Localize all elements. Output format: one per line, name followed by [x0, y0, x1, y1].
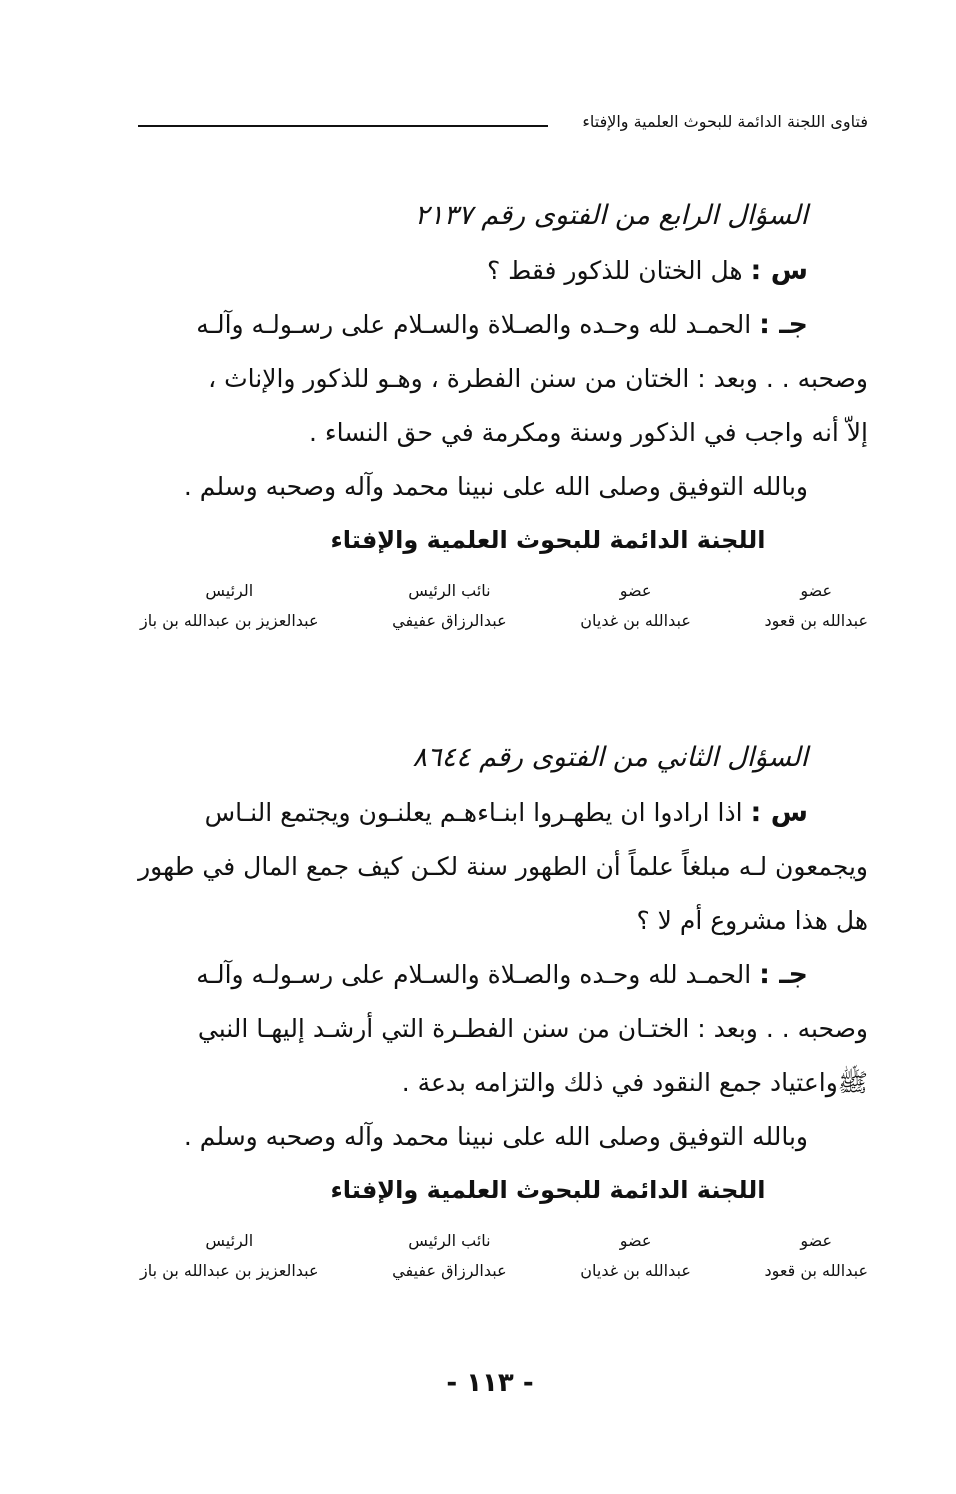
- question-line: هل الختان للذكور فقط ؟: [486, 256, 743, 285]
- signature-name: عبدالرزاق عفيفي: [392, 1261, 507, 1280]
- answer-marker: جـ :: [759, 959, 808, 990]
- fatwa-section-1: [128, 196, 868, 636]
- signature-vice-president: [392, 1226, 507, 1286]
- question-title: السؤال الرابع من الفتوى رقم ٢١٣٧: [414, 200, 808, 231]
- signature-block: [128, 576, 868, 636]
- signature-member-2: [580, 1226, 691, 1286]
- signature-name: عبدالله بن غديان: [580, 611, 691, 630]
- page-number: - ١١٣ -: [446, 1368, 534, 1398]
- question-line: هل هذا مشروع أم لا ؟: [636, 906, 868, 935]
- question-marker: س :: [750, 255, 808, 286]
- answer-paragraph: [128, 948, 808, 1002]
- signature-role: عضو: [619, 581, 652, 600]
- signature-role: عضو: [619, 1231, 652, 1250]
- signature-president: [140, 1226, 319, 1286]
- running-header: فتاوى اللجنة الدائمة للبحوث العلمية والإفتاء: [582, 112, 868, 131]
- signature-role: عضو: [800, 1231, 833, 1250]
- question-line: اذا ارادوا ان يطهـروا ابنـاءهـم يعلنـون ويجتمع النـاس: [204, 798, 743, 827]
- closing-line: وبالله التوفيق وصلى الله على نبينا محمد وآله وصحبه وسلم .: [183, 472, 808, 501]
- question-paragraph: [128, 244, 808, 298]
- header-rule: [138, 125, 548, 127]
- signature-role: نائب الرئيس: [408, 1231, 491, 1250]
- committee-name: اللجنة الدائمة للبحوث العلمية والإفتاء: [330, 526, 766, 554]
- signature-member-1: [764, 576, 868, 636]
- signature-role: نائب الرئيس: [408, 581, 491, 600]
- answer-paragraph: [128, 298, 808, 352]
- question-line: ويجمعون لـه مبلغاً علماً أن الطهور سنة لكـن كيف جمع المال في طهور: [138, 852, 868, 881]
- signature-role: عضو: [800, 581, 833, 600]
- answer-line: الحمـد لله وحـده والصـلاة والسـلام على رسـولـه وآلـه: [196, 960, 752, 989]
- signature-block: [128, 1226, 868, 1286]
- signature-role: الرئيس: [205, 581, 254, 600]
- signature-name: عبدالعزيز بن عبدالله بن باز: [140, 611, 319, 630]
- signature-name: عبدالله بن غديان: [580, 1261, 691, 1280]
- answer-line: إلاّ أنه واجب في الذكور وسنة ومكرمة في حق النساء .: [308, 418, 868, 447]
- answer-line: ﷺواعتياد جمع النقود في ذلك والتزامه بدعة .: [401, 1068, 868, 1097]
- answer-line: وصحبه . . وبعد : الختان من سنن الفطرة ، وهـو للذكور والإناث ،: [208, 364, 868, 393]
- question-marker: س :: [750, 797, 808, 828]
- signature-vice-president: [392, 576, 507, 636]
- answer-marker: جـ :: [759, 309, 808, 340]
- signature-name: عبدالرزاق عفيفي: [392, 611, 507, 630]
- question-title: السؤال الثاني من الفتوى رقم ٨٦٤٤: [412, 742, 808, 773]
- answer-line: وصحبه . . وبعد : الختـان من سنن الفطـرة التي أرشـد إليهـا النبي: [197, 1014, 868, 1043]
- signature-member-2: [580, 576, 691, 636]
- signature-name: عبدالعزيز بن عبدالله بن باز: [140, 1261, 319, 1280]
- closing-line: وبالله التوفيق وصلى الله على نبينا محمد وآله وصحبه وسلم .: [183, 1122, 808, 1151]
- fatwa-section-2: [128, 738, 868, 1286]
- signature-member-1: [764, 1226, 868, 1286]
- signature-name: عبدالله بن قعود: [764, 611, 868, 630]
- signature-president: [140, 576, 319, 636]
- signature-role: الرئيس: [205, 1231, 254, 1250]
- answer-line: الحمـد لله وحـده والصـلاة والسـلام على رسـولـه وآلـه: [196, 310, 752, 339]
- question-paragraph: [128, 786, 808, 840]
- committee-name: اللجنة الدائمة للبحوث العلمية والإفتاء: [330, 1176, 766, 1204]
- signature-name: عبدالله بن قعود: [764, 1261, 868, 1280]
